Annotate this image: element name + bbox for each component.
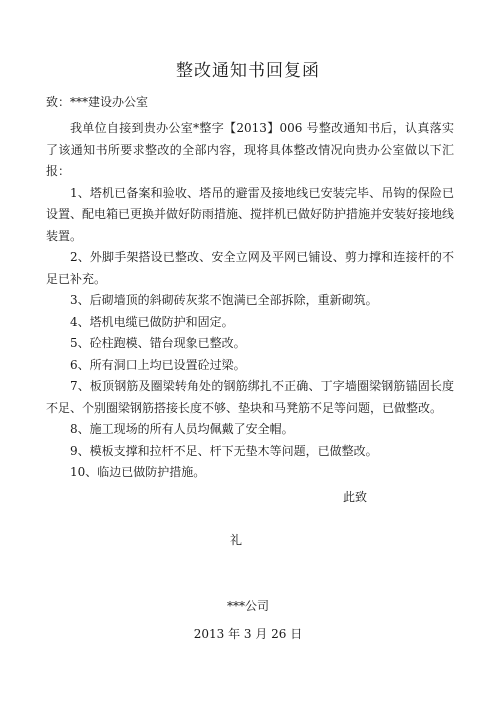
signature-company: ***公司 bbox=[226, 599, 269, 613]
document-title: 整改通知书回复函 bbox=[176, 61, 320, 81]
paragraph-item-9: 9、模板支撑和拉杆不足、杆下无垫木等问题，已做整改。 bbox=[70, 443, 378, 458]
paragraph-intro: 我单位自接到贵办公室*整字【2013】006 号整改通知书后，认真落实了该通知书所要求整改的全部内容，现将具体整改情况向贵办公室做以下汇报： bbox=[46, 121, 454, 178]
paragraph-item-6: 6、所有洞口上均已设置砼过梁。 bbox=[70, 357, 246, 372]
paragraph-item-1: 1、塔机已备案和验收、塔吊的避雷及接地线已安装完毕、吊钩的保险已设置、配电箱已更换并做好防雨措施、搅拌机已做好防护措施并安装好接地线装置。 bbox=[46, 185, 455, 243]
paragraph-item-8: 8、施工现场的所有人员均佩戴了安全帽。 bbox=[70, 422, 294, 436]
paragraph-item-5: 5、砼柱跑模、错台现象已整改。 bbox=[70, 336, 246, 350]
closing-li: 礼 bbox=[230, 533, 243, 547]
paragraph-item-2: 2、外脚手架搭设已整改、安全立网及平网已铺设、剪力撑和连接杆的不足已补充。 bbox=[46, 250, 454, 286]
paragraph-item-10: 10、临边已做防护措施。 bbox=[70, 465, 206, 479]
letter-body bbox=[46, 118, 454, 484]
paragraph-item-4: 4、塔机电缆已做防护和固定。 bbox=[70, 314, 234, 329]
closing-cizhi: 此致 bbox=[343, 490, 368, 504]
salutation: 致：***建设办公室 bbox=[46, 95, 149, 109]
paragraph-item-3: 3、后砌墙顶的斜砌砖灰浆不饱满已全部拆除，重新砌筑。 bbox=[70, 293, 378, 307]
paragraph-item-7: 7、板顶钢筋及圈梁转角处的钢筋绑扎不正确、丁字墙圈梁钢筋锚固长度不足、个别圈梁钢筋搭接长度不够、垫块和马凳筋不足等问题，已做整改。 bbox=[46, 379, 454, 415]
signature-date: 2013 年 3 月 26 日 bbox=[193, 627, 303, 641]
